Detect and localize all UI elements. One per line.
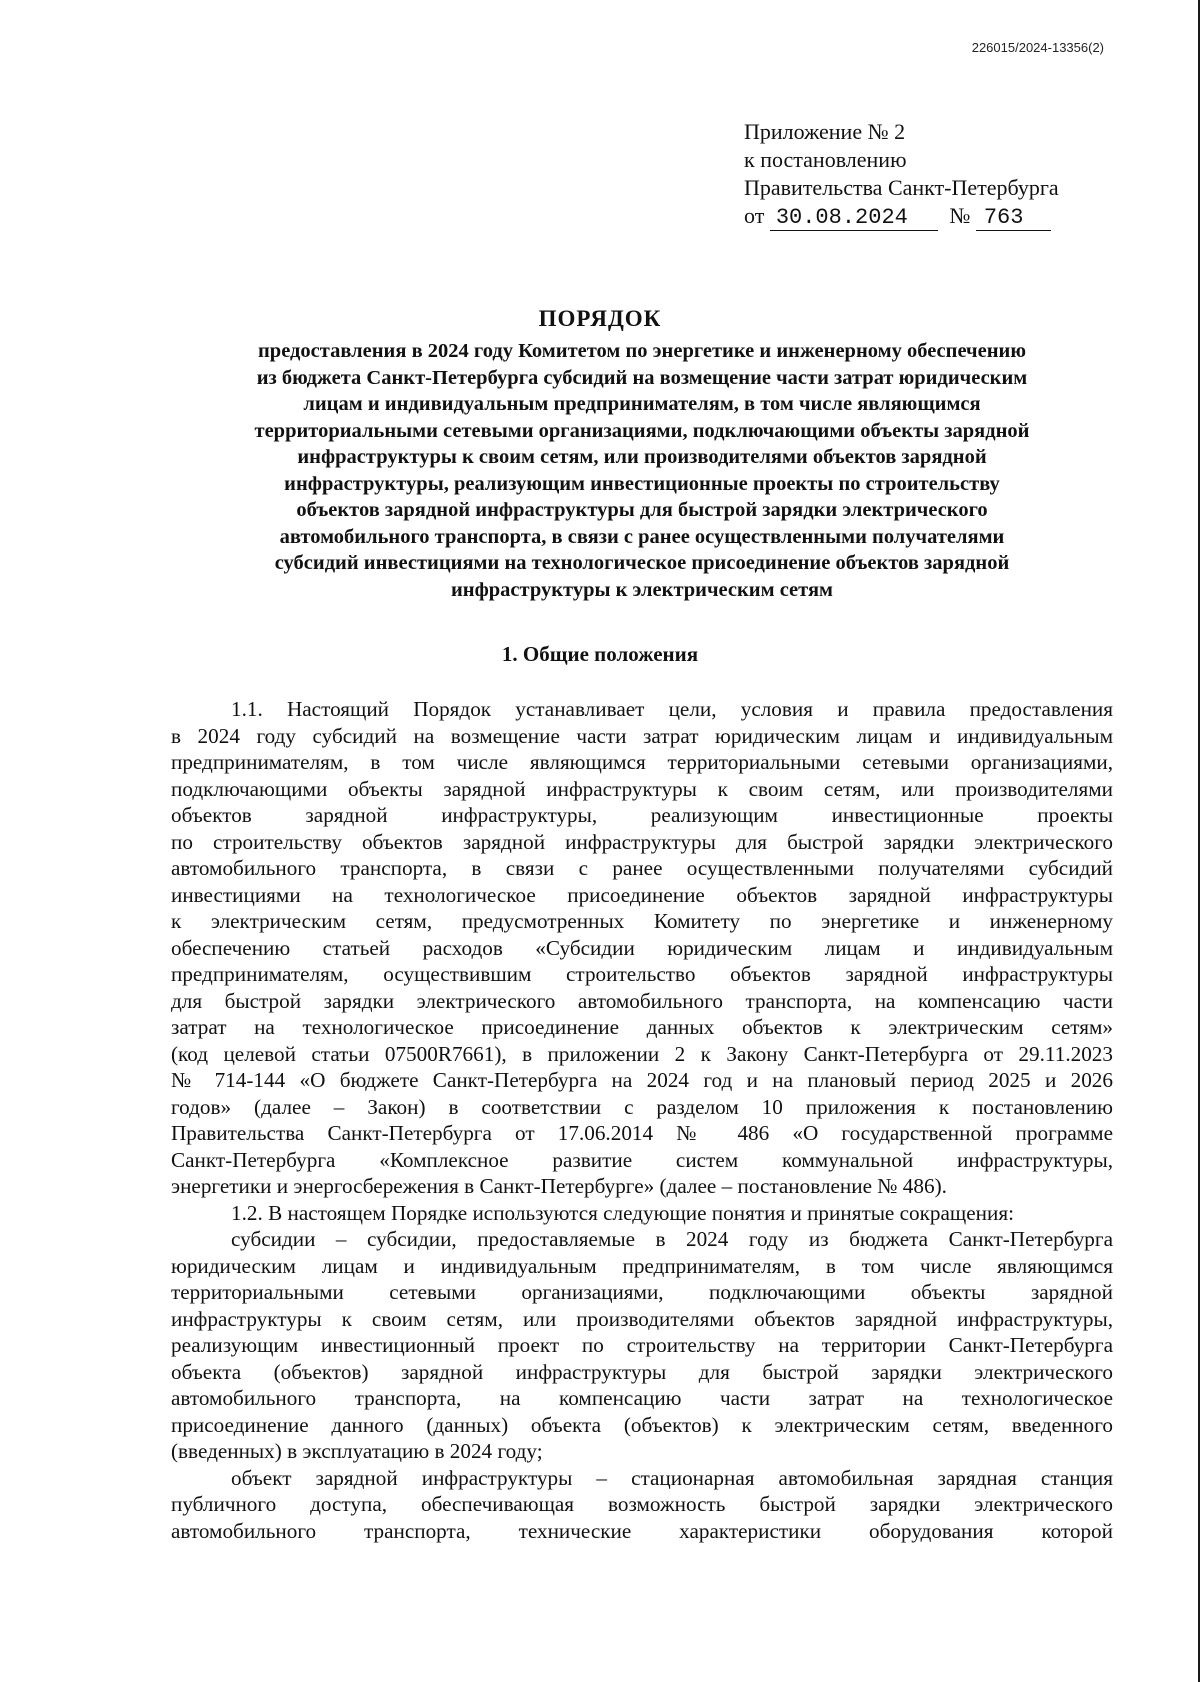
body-line: публичного доступа, обеспечивающая возможность быстрой зарядки электрического (171, 1492, 1113, 1516)
subtitle-line: автомобильного транспорта, в связи с ранее осуществленными получателями (279, 525, 1005, 548)
body-line: обеспечению статьей расходов «Субсидии юридическим лицам и индивидуальным (171, 935, 1113, 960)
body-line: годов» (далее – Закон) в соответствии с разделом 10 приложения к постановлению (171, 1094, 1113, 1119)
body-line: № 714-144 «О бюджете Санкт-Петербурга на 2024 год и на плановый период 2025 и 2026 (171, 1068, 1113, 1092)
appendix-number: Приложение № 2 (744, 119, 906, 144)
body-line: 1.2. В настоящем Порядке используются следующие понятия и принятые сокращения: (231, 1200, 1014, 1225)
body-line: автомобильного транспорта, технические характеристики оборудования которой (171, 1518, 1113, 1543)
from-label: от (744, 203, 765, 228)
body-line: юридическим лицам и индивидуальным предпринимателям, в том числе являющимся (171, 1253, 1113, 1278)
body-line: по строительству объектов зарядной инфраструктуры для быстрой зарядки электрического (171, 829, 1113, 854)
document-subtitle (170, 338, 1114, 603)
body-line: энергетики и энергосбережения в Санкт-Петербурге» (далее – постановление № 486). (171, 1174, 947, 1198)
document-body (171, 696, 1113, 1544)
body-line: территориальными сетевыми организациями, подключающими объекты зарядной (171, 1280, 1113, 1304)
body-line: объекта (объектов) зарядной инфраструктуры для быстрой зарядки электрического (171, 1359, 1113, 1384)
appendix-date-line (744, 202, 1059, 231)
subtitle-line: территориальными сетевыми организациями, подключающими объекты зарядной (254, 419, 1030, 442)
body-line: инфраструктуры к своим сетям, или производителями объектов зарядной инфраструктуры, (171, 1306, 1113, 1331)
body-line: (введенных) в эксплуатацию в 2024 году; (171, 1439, 543, 1463)
body-line: реализующим инвестиционный проект по строительству на территории Санкт-Петербурга (171, 1333, 1113, 1357)
document-title: ПОРЯДОК (538, 306, 662, 331)
number-label: № (949, 203, 971, 228)
body-line: автомобильного транспорта, в связи с ранее осуществленными получателями субсидий (171, 856, 1113, 880)
subtitle-line: инфраструктуры к своим сетям, или производителями объектов зарядной (297, 446, 987, 468)
resolution-date: 30.08.2024 (770, 206, 938, 231)
body-line: в 2024 году субсидий на возмещение части затрат юридическим лицам и индивидуальным (171, 723, 1113, 748)
subtitle-line: инфраструктуры, реализующим инвестиционные проекты по строительству (284, 472, 1000, 495)
body-line: субсидии – субсидии, предоставляемые в 2024 году из бюджета Санкт-Петербурга (231, 1227, 1113, 1251)
subtitle-line: субсидий инвестициями на технологическое присоединение объектов зарядной (274, 552, 1010, 574)
subtitle-line: предоставления в 2024 году Комитетом по энергетике и инженерному обеспечению (258, 340, 1026, 362)
body-line: 1.1. Настоящий Порядок устанавливает цели, условия и правила предоставления (231, 697, 1113, 721)
body-line: для быстрой зарядки электрического автомобильного транспорта, на компенсацию части (171, 988, 1113, 1013)
body-line: Правительства Санкт-Петербурга от 17.06.2014 № 486 «О государственной программе (171, 1121, 1113, 1145)
body-line: Санкт-Петербурга «Комплексное развитие систем коммунальной инфраструктуры, (171, 1147, 1113, 1172)
body-line: объект зарядной инфраструктуры – стационарная автомобильная зарядная станция (231, 1465, 1113, 1490)
body-line: (код целевой статьи 07500R7661), в приложении 2 к Закону Санкт-Петербурга от 29.11.2023 (171, 1041, 1113, 1066)
appendix-block (744, 118, 1059, 231)
section-heading: 1. Общие положения (501, 642, 699, 666)
subtitle-line: лицам и индивидуальным предпринимателям, в том числе являющимся (303, 393, 981, 415)
subtitle-line: из бюджета Санкт-Петербурга субсидий на возмещение части затрат юридическим (256, 366, 1028, 389)
registration-number: 226015/2024-13356(2) (971, 40, 1104, 55)
subtitle-line: инфраструктуры к электрическим сетям (450, 578, 834, 601)
subtitle-line: объектов зарядной инфраструктуры для быстрой зарядки электрического (296, 499, 988, 521)
body-line: предпринимателям, осуществившим строительство объектов зарядной инфраструктуры (171, 962, 1113, 986)
appendix-to-resolution: к постановлению (744, 147, 907, 172)
body-line: инвестициями на технологическое присоединение объектов зарядной инфраструктуры (171, 882, 1113, 907)
body-line: к электрическим сетям, предусмотренных Комитету по энергетике и инженерному (171, 909, 1113, 933)
body-line: предпринимателям, в том числе являющимся территориальными сетевыми организациями, (171, 750, 1113, 774)
appendix-government: Правительства Санкт-Петербурга (744, 175, 1059, 200)
body-line: автомобильного транспорта, на компенсацию части затрат на технологическое (171, 1386, 1113, 1410)
body-line: подключающими объекты зарядной инфраструктуры к своим сетям, или производителями (171, 776, 1113, 801)
resolution-number: 763 (976, 206, 1052, 231)
body-line: объектов зарядной инфраструктуры, реализующим инвестиционные проекты (171, 803, 1113, 827)
body-line: затрат на технологическое присоединение данных объектов к электрическим сетям» (171, 1015, 1113, 1039)
body-line: присоединение данного (данных) объекта (объектов) к электрическим сетям, введенного (171, 1412, 1113, 1437)
